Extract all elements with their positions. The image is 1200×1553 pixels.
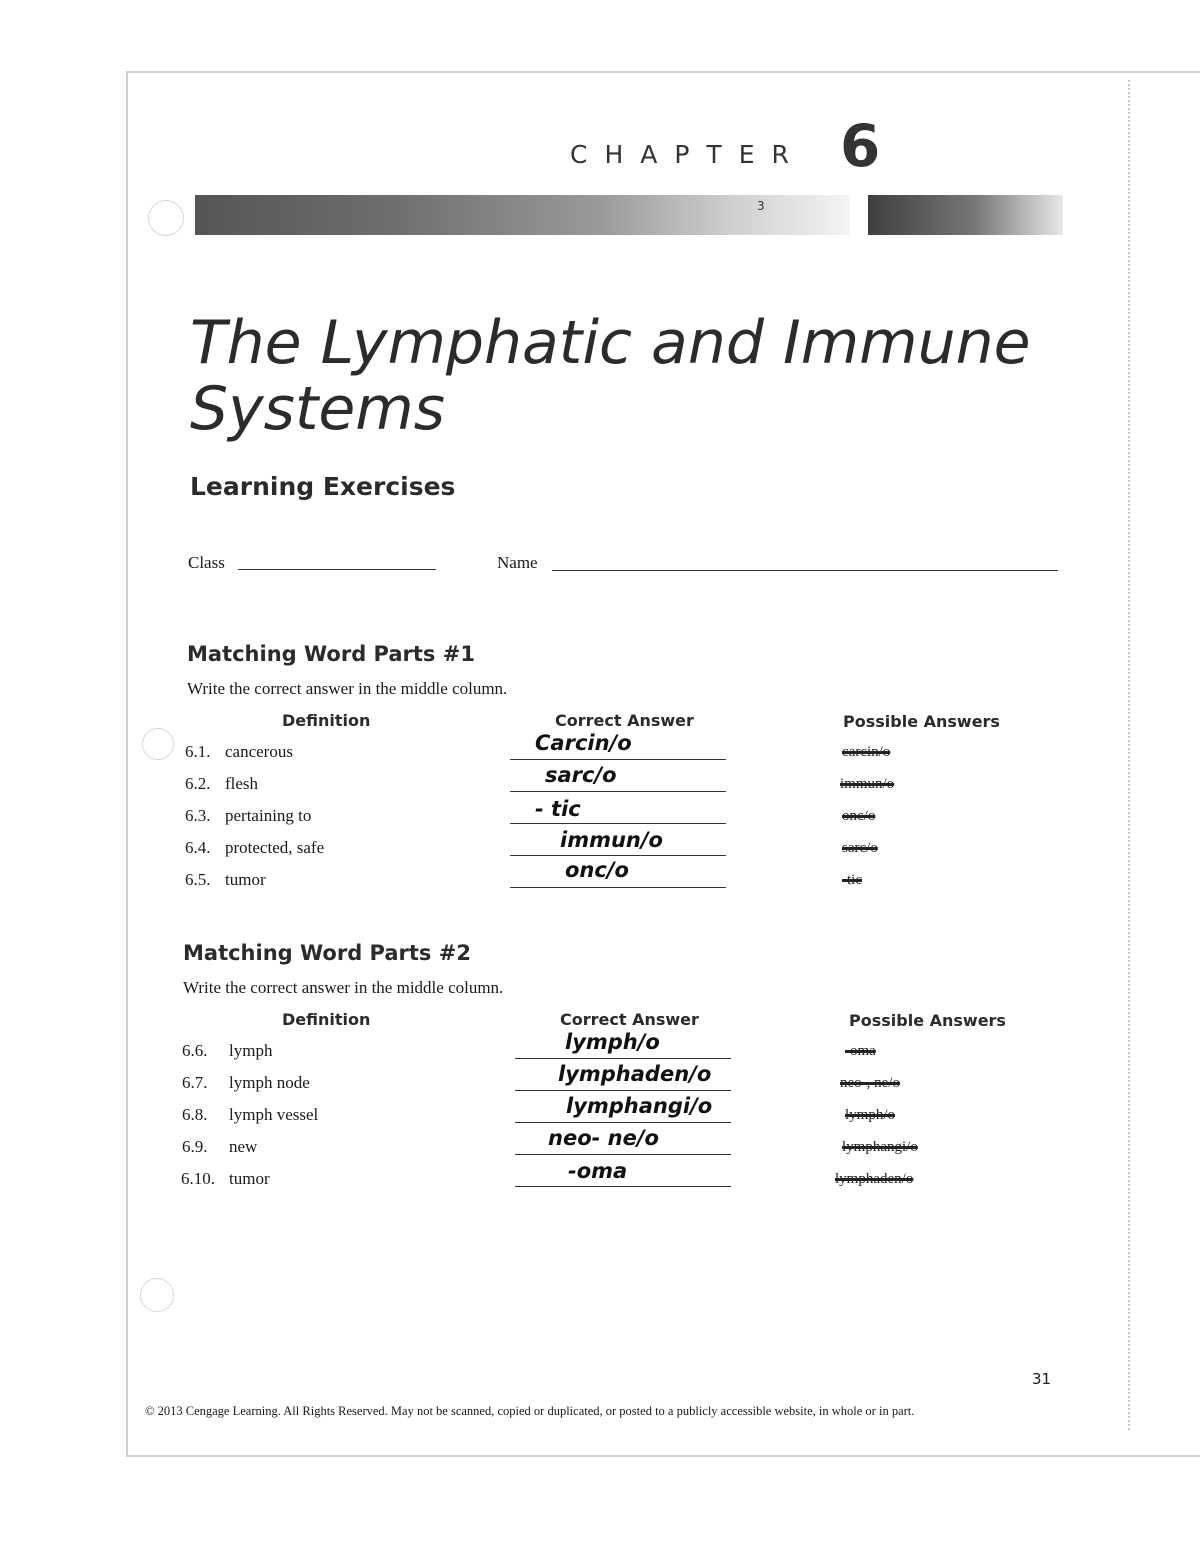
s2-row1-answer-line <box>515 1058 731 1059</box>
s1-row1-num: 6.1. <box>185 742 211 761</box>
chapter-label: CHAPTER <box>570 140 806 169</box>
s2-row5-possible: lymphaden/o <box>835 1171 914 1187</box>
s2-row5-definition: tumor <box>229 1169 270 1188</box>
s2-row1-answer[interactable]: lymph/o <box>565 1030 660 1054</box>
chapter-subtitle: Learning Exercises <box>190 472 456 501</box>
s1-row4-answer[interactable]: immun/o <box>560 828 663 852</box>
section1-col-answer: Correct Answer <box>555 711 694 730</box>
page-edge-shadow <box>1128 80 1130 1430</box>
s1-row5-definition: tumor <box>225 870 266 889</box>
section2-col-answer: Correct Answer <box>560 1010 699 1029</box>
section2-heading: Matching Word Parts #2 <box>183 941 471 965</box>
s2-row1-num: 6.6. <box>182 1041 208 1060</box>
section2-instructions: Write the correct answer in the middle column. <box>183 978 504 997</box>
s2-row4-answer[interactable]: neo- ne/o <box>548 1126 659 1150</box>
section1-col-possible: Possible Answers <box>843 712 1000 731</box>
s2-row4-num: 6.9. <box>182 1137 208 1156</box>
chapter-title-line1: The Lymphatic and Immune <box>190 308 1031 378</box>
section1-heading: Matching Word Parts #1 <box>187 642 475 666</box>
header-band-number: 3 <box>757 199 765 213</box>
s1-row2-num: 6.2. <box>185 774 211 793</box>
s1-row3-answer[interactable]: - tic <box>535 797 581 821</box>
binder-hole-top <box>148 200 184 236</box>
s1-row5-num: 6.5. <box>185 870 211 889</box>
page-number: 31 <box>1032 1370 1052 1388</box>
s2-row2-possible: neo-, ne/o <box>840 1075 900 1091</box>
chapter-number: 6 <box>840 112 881 180</box>
s1-row3-answer-line <box>510 823 726 824</box>
section2-col-possible: Possible Answers <box>849 1011 1006 1030</box>
section2-col-definition: Definition <box>282 1010 371 1029</box>
header-band-right <box>868 195 1063 235</box>
s1-row3-definition: pertaining to <box>225 806 312 825</box>
s2-row3-answer-line <box>515 1122 731 1123</box>
s1-row1-answer-line <box>510 759 726 760</box>
s1-row4-num: 6.4. <box>185 838 211 857</box>
binder-hole-middle <box>142 728 174 760</box>
s2-row2-num: 6.7. <box>182 1073 208 1092</box>
class-label: Class <box>188 553 225 572</box>
s1-row2-answer-line <box>510 791 726 792</box>
s1-row4-answer-line <box>510 855 726 856</box>
s1-row2-answer[interactable]: sarc/o <box>545 763 617 787</box>
scanned-page <box>126 71 1200 1457</box>
s2-row5-answer[interactable]: -oma <box>568 1159 628 1183</box>
header-band-left <box>195 195 850 235</box>
s2-row2-answer-line <box>515 1090 731 1091</box>
s2-row1-possible: -oma <box>845 1043 876 1059</box>
s1-row2-possible: immun/o <box>840 776 895 792</box>
s2-row1-definition: lymph <box>229 1041 273 1060</box>
chapter-title-line2: Systems <box>190 374 445 444</box>
s1-row5-possible: -tic <box>842 872 862 888</box>
s2-row5-num: 6.10. <box>181 1169 215 1188</box>
s1-row1-answer[interactable]: Carcin/o <box>535 731 632 755</box>
s2-row3-answer[interactable]: lymphangi/o <box>566 1094 713 1118</box>
s2-row4-answer-line <box>515 1154 731 1155</box>
s1-row4-definition: protected, safe <box>225 838 325 857</box>
s2-row4-possible: lymphangi/o <box>842 1139 918 1155</box>
name-label: Name <box>497 553 538 572</box>
s2-row3-num: 6.8. <box>182 1105 208 1124</box>
s1-row5-answer[interactable]: onc/o <box>565 858 629 882</box>
section1-col-definition: Definition <box>282 711 371 730</box>
s1-row2-definition: flesh <box>225 774 259 793</box>
s2-row2-answer[interactable]: lymphaden/o <box>558 1062 712 1086</box>
s1-row4-possible: sarc/o <box>842 840 878 856</box>
s2-row3-possible: lymph/o <box>845 1107 896 1123</box>
copyright-notice: © 2013 Cengage Learning. All Rights Reserved. May not be scanned, copied or duplicated, or posted to a publicly accessible website, in whole or in part. <box>145 1404 915 1418</box>
s2-row5-answer-line <box>515 1186 731 1187</box>
chapter-title <box>190 310 1031 442</box>
binder-hole-bottom <box>140 1278 174 1312</box>
class-field[interactable] <box>238 569 436 570</box>
s2-row4-definition: new <box>229 1137 258 1156</box>
s1-row5-answer-line <box>510 887 726 888</box>
section1-instructions: Write the correct answer in the middle column. <box>187 679 508 698</box>
s2-row2-definition: lymph node <box>229 1073 310 1092</box>
s1-row1-definition: cancerous <box>225 742 293 761</box>
s1-row1-possible: carcin/o <box>842 744 891 760</box>
s1-row3-num: 6.3. <box>185 806 211 825</box>
s2-row3-definition: lymph vessel <box>229 1105 319 1124</box>
name-field[interactable] <box>552 570 1058 571</box>
s1-row3-possible: onc/o <box>842 808 876 824</box>
